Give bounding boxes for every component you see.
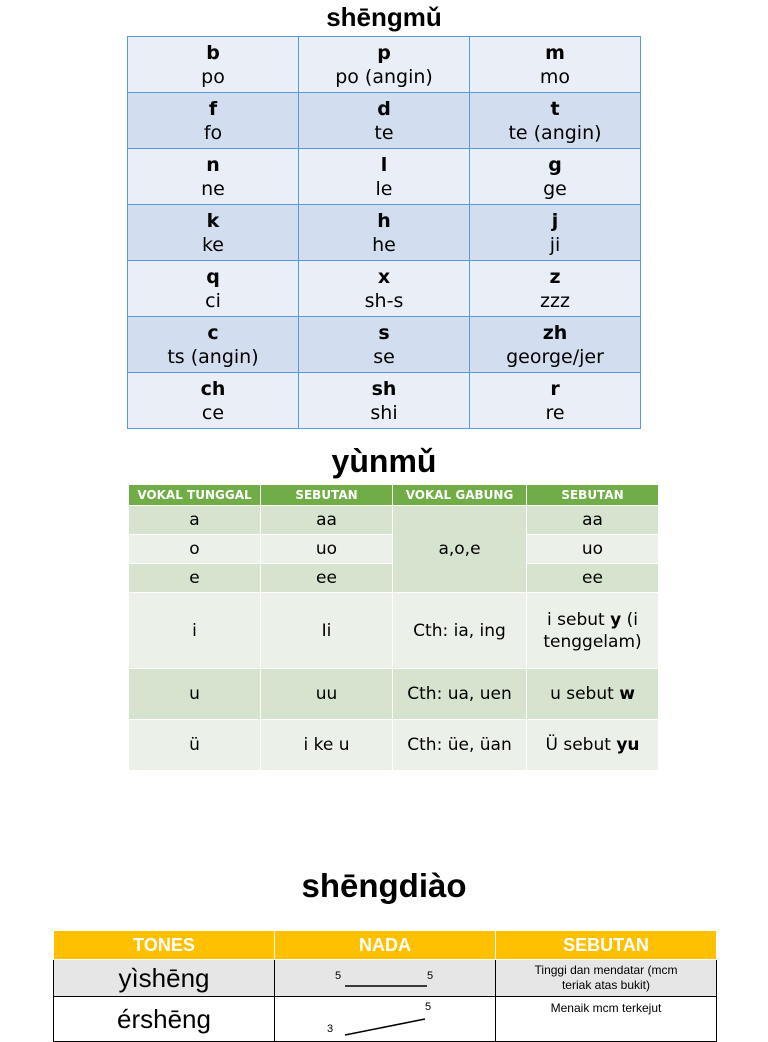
pitch-line [275, 1001, 495, 1037]
pitch-cell [275, 960, 496, 997]
header-nada: NADA [275, 931, 496, 960]
initial-sound: ke [201, 233, 224, 256]
pronunciation-cell: aa [261, 506, 393, 535]
initial-letter: m [545, 41, 565, 64]
shengmu-cell [299, 205, 470, 261]
tone-description: Menaik mcm terkejut [496, 997, 717, 1042]
shengmu-row [128, 205, 641, 261]
tone-name: yìshēng [54, 960, 275, 997]
initial-sound: te [374, 121, 394, 144]
initial-sound: george/jer [506, 345, 604, 368]
tone-description: Tinggi dan mendatar (mcm teriak atas bukit) [496, 960, 717, 997]
shengmu-row [128, 37, 641, 93]
initial-letter: f [208, 97, 218, 120]
header-vokal-tunggal: VOKAL TUNGGAL [129, 485, 261, 506]
shengmu-row [128, 93, 641, 149]
initial-sound: ji [549, 233, 561, 256]
combo-pronunciation-cell: u sebut w [527, 669, 659, 720]
shengmu-table [127, 36, 641, 429]
vowel-cell: a [129, 506, 261, 535]
initial-sound: shi [370, 401, 398, 424]
vowel-cell: i [129, 593, 261, 669]
shengmu-cell [128, 261, 299, 317]
tones-table [53, 930, 717, 1042]
initial-sound: po [201, 65, 225, 88]
pitch-start: 3 [327, 1023, 334, 1035]
initial-sound: he [372, 233, 396, 256]
shengmu-cell [128, 37, 299, 93]
pronunciation-cell: ee [261, 564, 393, 593]
shengmu-cell [470, 205, 641, 261]
shengmu-cell [470, 373, 641, 429]
shengdiao-title: shēngdiào [301, 867, 467, 904]
header-sebutan: SEBUTAN [261, 485, 393, 506]
shengmu-cell [128, 373, 299, 429]
pitch-cell [275, 997, 496, 1042]
initial-sound: ge [543, 177, 567, 200]
pitch-contour [275, 1001, 495, 1037]
initial-sound: se [373, 345, 395, 368]
shengmu-row [128, 317, 641, 373]
combo-pronunciation-cell: aa [527, 506, 659, 535]
shengmu-cell [299, 93, 470, 149]
combo-vowel-cell: Cth: ua, uen [393, 669, 527, 720]
combo-pronunciation-cell: i sebut y (i tenggelam) [527, 593, 659, 669]
initial-letter: x [377, 265, 391, 288]
pitch-line [275, 960, 495, 996]
initial-letter: zh [542, 321, 568, 344]
initial-letter: n [206, 153, 220, 176]
shengmu-title: shēngmǔ [326, 2, 442, 32]
initial-letter: j [551, 209, 559, 232]
yunmu-title: yùnmǔ [331, 443, 437, 479]
shengmu-row [128, 149, 641, 205]
pronunciation-cell: uu [261, 669, 393, 720]
initial-letter: c [207, 321, 219, 344]
pitch-start: 5 [335, 970, 342, 982]
initial-sound: sh-s [364, 289, 404, 312]
shengmu-row [128, 261, 641, 317]
initial-sound: ci [205, 289, 221, 312]
vowel-cell: ü [129, 720, 261, 771]
initial-letter: sh [371, 377, 397, 400]
combo-vowel-cell: a,o,e [393, 506, 527, 593]
shengmu-cell [470, 261, 641, 317]
initial-letter: r [550, 377, 560, 400]
initial-letter: h [377, 209, 391, 232]
combo-pronunciation-cell: uo [527, 535, 659, 564]
pitch-contour [275, 960, 495, 996]
combo-pronunciation-cell: Ü sebut yu [527, 720, 659, 771]
tone-name: érshēng [54, 997, 275, 1042]
initial-sound: ce [201, 401, 225, 424]
initial-letter: p [377, 41, 391, 64]
shengmu-cell [299, 261, 470, 317]
initial-sound: po (angin) [335, 65, 433, 88]
initial-sound: re [545, 401, 565, 424]
vowel-cell: e [129, 564, 261, 593]
initial-letter: s [378, 321, 390, 344]
shengmu-cell [470, 317, 641, 373]
shengmu-cell [299, 373, 470, 429]
initial-letter: d [377, 97, 391, 120]
pronunciation-cell: Ii [261, 593, 393, 669]
initial-letter: t [550, 97, 560, 120]
shengmu-cell [470, 149, 641, 205]
shengmu-row [128, 373, 641, 429]
initial-sound: te (angin) [508, 121, 602, 144]
shengmu-cell [470, 93, 641, 149]
initial-letter: q [206, 265, 220, 288]
combo-vowel-cell: Cth: ia, ing [393, 593, 527, 669]
combo-vowel-cell: Cth: üe, üan [393, 720, 527, 771]
initial-sound: fo [203, 121, 223, 144]
header-sebutan: SEBUTAN [527, 485, 659, 506]
initial-sound: le [375, 177, 393, 200]
pronunciation-cell: i ke u [261, 720, 393, 771]
vowel-cell: u [129, 669, 261, 720]
header-sebutan: SEBUTAN [496, 931, 717, 960]
combo-pronunciation-cell: ee [527, 564, 659, 593]
header-vokal-gabung: VOKAL GABUNG [393, 485, 527, 506]
pitch-end: 5 [427, 970, 434, 982]
shengmu-cell [128, 205, 299, 261]
initial-letter: b [206, 41, 220, 64]
initial-letter: g [548, 153, 562, 176]
shengmu-cell [299, 317, 470, 373]
initial-sound: zzz [540, 289, 570, 312]
initial-letter: ch [200, 377, 226, 400]
shengmu-cell [128, 317, 299, 373]
shengmu-cell [128, 149, 299, 205]
initial-sound: ne [201, 177, 225, 200]
initial-letter: l [380, 153, 388, 176]
header-tones: TONES [54, 931, 275, 960]
vowel-cell: o [129, 535, 261, 564]
shengmu-cell [128, 93, 299, 149]
yunmu-table [128, 484, 659, 771]
shengmu-cell [299, 37, 470, 93]
pronunciation-cell: uo [261, 535, 393, 564]
pitch-end: 5 [425, 1001, 432, 1013]
initial-sound: mo [539, 65, 571, 88]
initial-letter: k [206, 209, 220, 232]
shengmu-cell [299, 149, 470, 205]
initial-sound: ts (angin) [167, 345, 259, 368]
shengmu-cell [470, 37, 641, 93]
initial-letter: z [549, 265, 561, 288]
